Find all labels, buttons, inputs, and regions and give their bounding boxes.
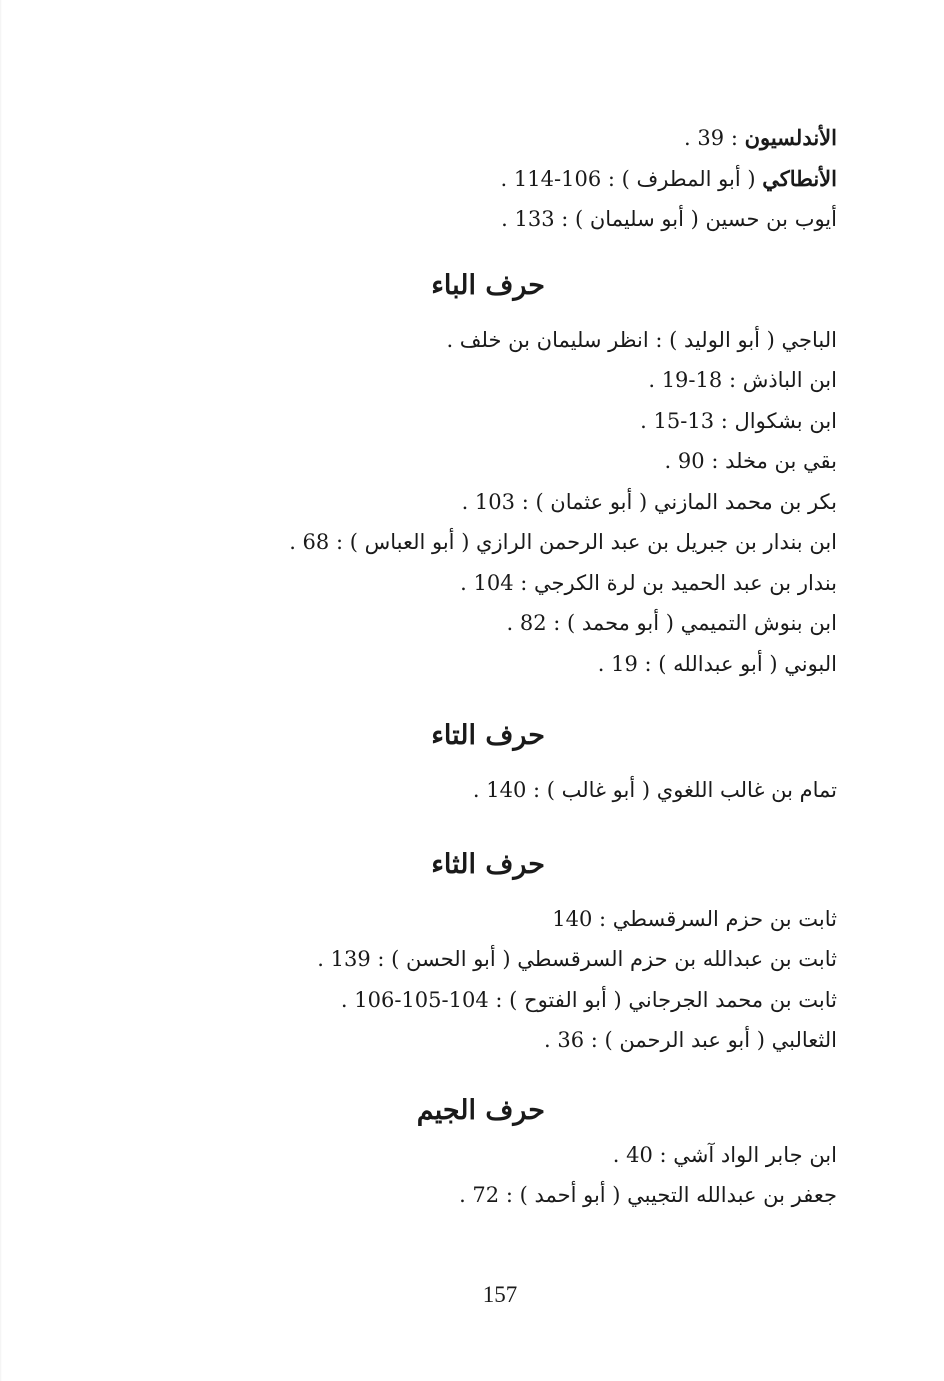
index-entry: ابن الباذش : 18-19 . bbox=[648, 368, 837, 392]
index-entry: ابن بنوش التميمي ( أبو محمد ) : 82 . bbox=[506, 611, 837, 635]
page-edge-shadow bbox=[0, 0, 2, 1381]
section-ta bbox=[217, 716, 837, 811]
section-heading: حرف التاء bbox=[431, 720, 545, 751]
section-tha bbox=[217, 845, 837, 1061]
page-number: 157 bbox=[482, 1282, 518, 1307]
index-entry: البوني ( أبو عبدالله ) : 19 . bbox=[597, 651, 837, 676]
index-entry: الأندلسيون : 39 . bbox=[684, 125, 837, 150]
section-heading: حرف الثاء bbox=[431, 848, 545, 880]
index-entry: ثابت بن عبدالله بن حزم السرقسطي ( أبو الحسن ) : 139 . bbox=[317, 947, 837, 971]
intro-entries bbox=[217, 118, 837, 240]
index-entry: ثابت بن حزم السرقسطي : 140 bbox=[552, 906, 837, 931]
index-entry: ابن بندار بن جبريل بن عبد الرحمن الرازي ( أبو العباس ) : 68 . bbox=[289, 530, 837, 554]
index-entry: ابن جابر الواد آشي : 40 . bbox=[612, 1142, 837, 1167]
index-entry: تمام بن غالب اللغوي ( أبو غالب ) : 140 . bbox=[472, 778, 837, 802]
index-entry: ثابت بن محمد الجرجاني ( أبو الفتوح ) : 104-105-106 . bbox=[340, 987, 837, 1012]
index-entry: الثعالبي ( أبو عبد الرحمن ) : 36 . bbox=[544, 1028, 837, 1052]
index-entry: ابن بشكوال : 13-15 . bbox=[640, 408, 837, 433]
index-entry: بكر بن محمد المازني ( أبو عثمان ) : 103 . bbox=[461, 489, 837, 514]
section-heading: حرف الجيم bbox=[416, 1094, 545, 1126]
index-entry: بندار بن عبد الحميد بن لرة الكرجي : 104 . bbox=[460, 570, 837, 595]
index-entry: الأنطاكي ( أبو المطرف ) : 106-114 . bbox=[500, 165, 837, 191]
index-entry: أيوب بن حسين ( أبو سليمان ) : 133 . bbox=[501, 207, 837, 231]
section-ba bbox=[217, 266, 837, 685]
section-jim bbox=[217, 1091, 837, 1216]
index-entry: بقي بن مخلد : 90 . bbox=[664, 449, 837, 473]
index-entry: الباجي ( أبو الوليد ) : انظر سليمان بن خلف . bbox=[446, 327, 837, 352]
index-column bbox=[217, 118, 837, 1216]
index-entry: جعفر بن عبدالله التجيبي ( أبو أحمد ) : 72 . bbox=[459, 1183, 837, 1207]
section-heading: حرف الباء bbox=[431, 269, 545, 301]
